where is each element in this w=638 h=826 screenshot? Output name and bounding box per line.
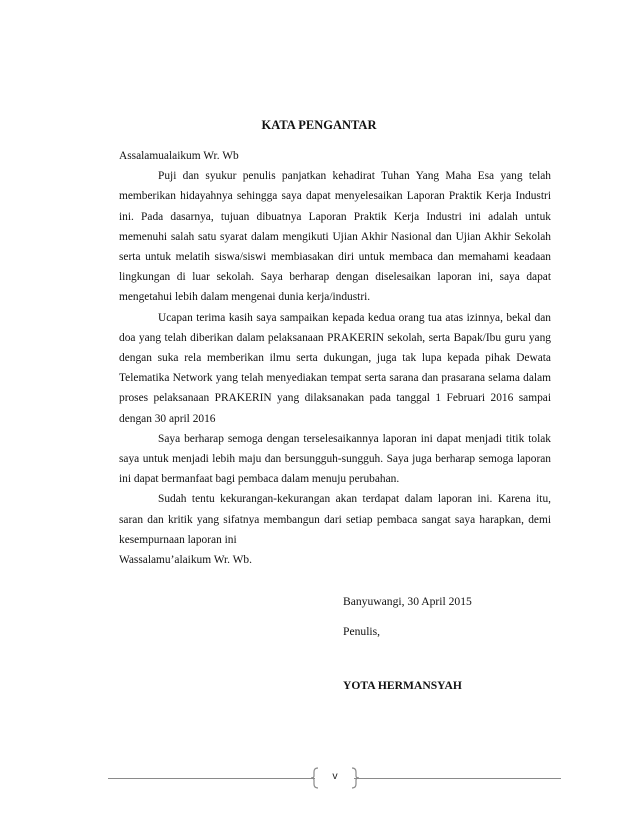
greeting-close: Wassalamu’alaikum Wr. Wb. [119,554,252,567]
footer-divider-right [354,778,561,779]
footer-divider-left [108,778,315,779]
signature-role: Penulis, [343,625,381,638]
body-text [119,146,551,570]
page-number: v [332,770,338,782]
signature-name: YOTA HERMANSYAH [343,679,462,692]
page-title: KATA PENGANTAR [261,118,377,132]
page-number-box [310,766,360,790]
signature-place-date: Banyuwangi, 30 April 2015 [343,595,472,608]
greeting-open: Assalamualaikum Wr. Wb [119,150,239,162]
paragraph-3: Saya berharap semoga dengan terselesaikannya laporan ini dapat menjadi titik tolak saya untuk menjadi lebih maju dan bersungguh-sungguh. Saya juga berharap semoga laporan ini dapat bermanfaat bagi pembaca dalam menuju perubahan. [119,432,551,486]
paragraph-4: Sudah tentu kekurangan-kekurangan akan terdapat dalam laporan ini. Karena itu, saran dan kritik yang sifatnya membangun dari setiap pembaca sangat saya harapkan, demi kesempurnaan laporan ini [119,493,551,546]
paragraph-1: Puji dan syukur penulis panjatkan kehadirat Tuhan Yang Maha Esa yang telah memberikan hidayahnya sehingga saya dapat menyelesaikan Laporan Praktik Kerja Industri ini. Pada dasarnya, tujuan dibuatnya Laporan Praktik Kerja Industri ini adalah untuk memenuhi salah satu syarat dalam mengikuti Ujian Akhir Nasional dan Ujian Akhir Sekolah serta untuk melatih siswa/siswi membiasakan diri untuk membaca dan memahami keadaan lingkungan di luar sekolah. Saya berharap dengan diselesaikan laporan ini, saya dapat mengetahui lebih dalam mengenai dunia kerja/industri. [119,170,551,304]
paragraph-2: Ucapan terima kasih saya sampaikan kepada kedua orang tua atas izinnya, bekal dan doa yang telah diberikan dalam pelaksanaan PRAKERIN sekolah, serta Bapak/Ibu guru yang dengan suka rela memberikan ilmu serta dukungan, juga tak lupa kepada pihak Dewata Telematika Network yang telah menyediakan tempat serta sarana dan prasarana selama dalam proses pelaksanaan PRAKERIN yang dilaksanakan pada tanggal 1 Februari 2016 sampai dengan 30 april 2016 [119,311,551,425]
